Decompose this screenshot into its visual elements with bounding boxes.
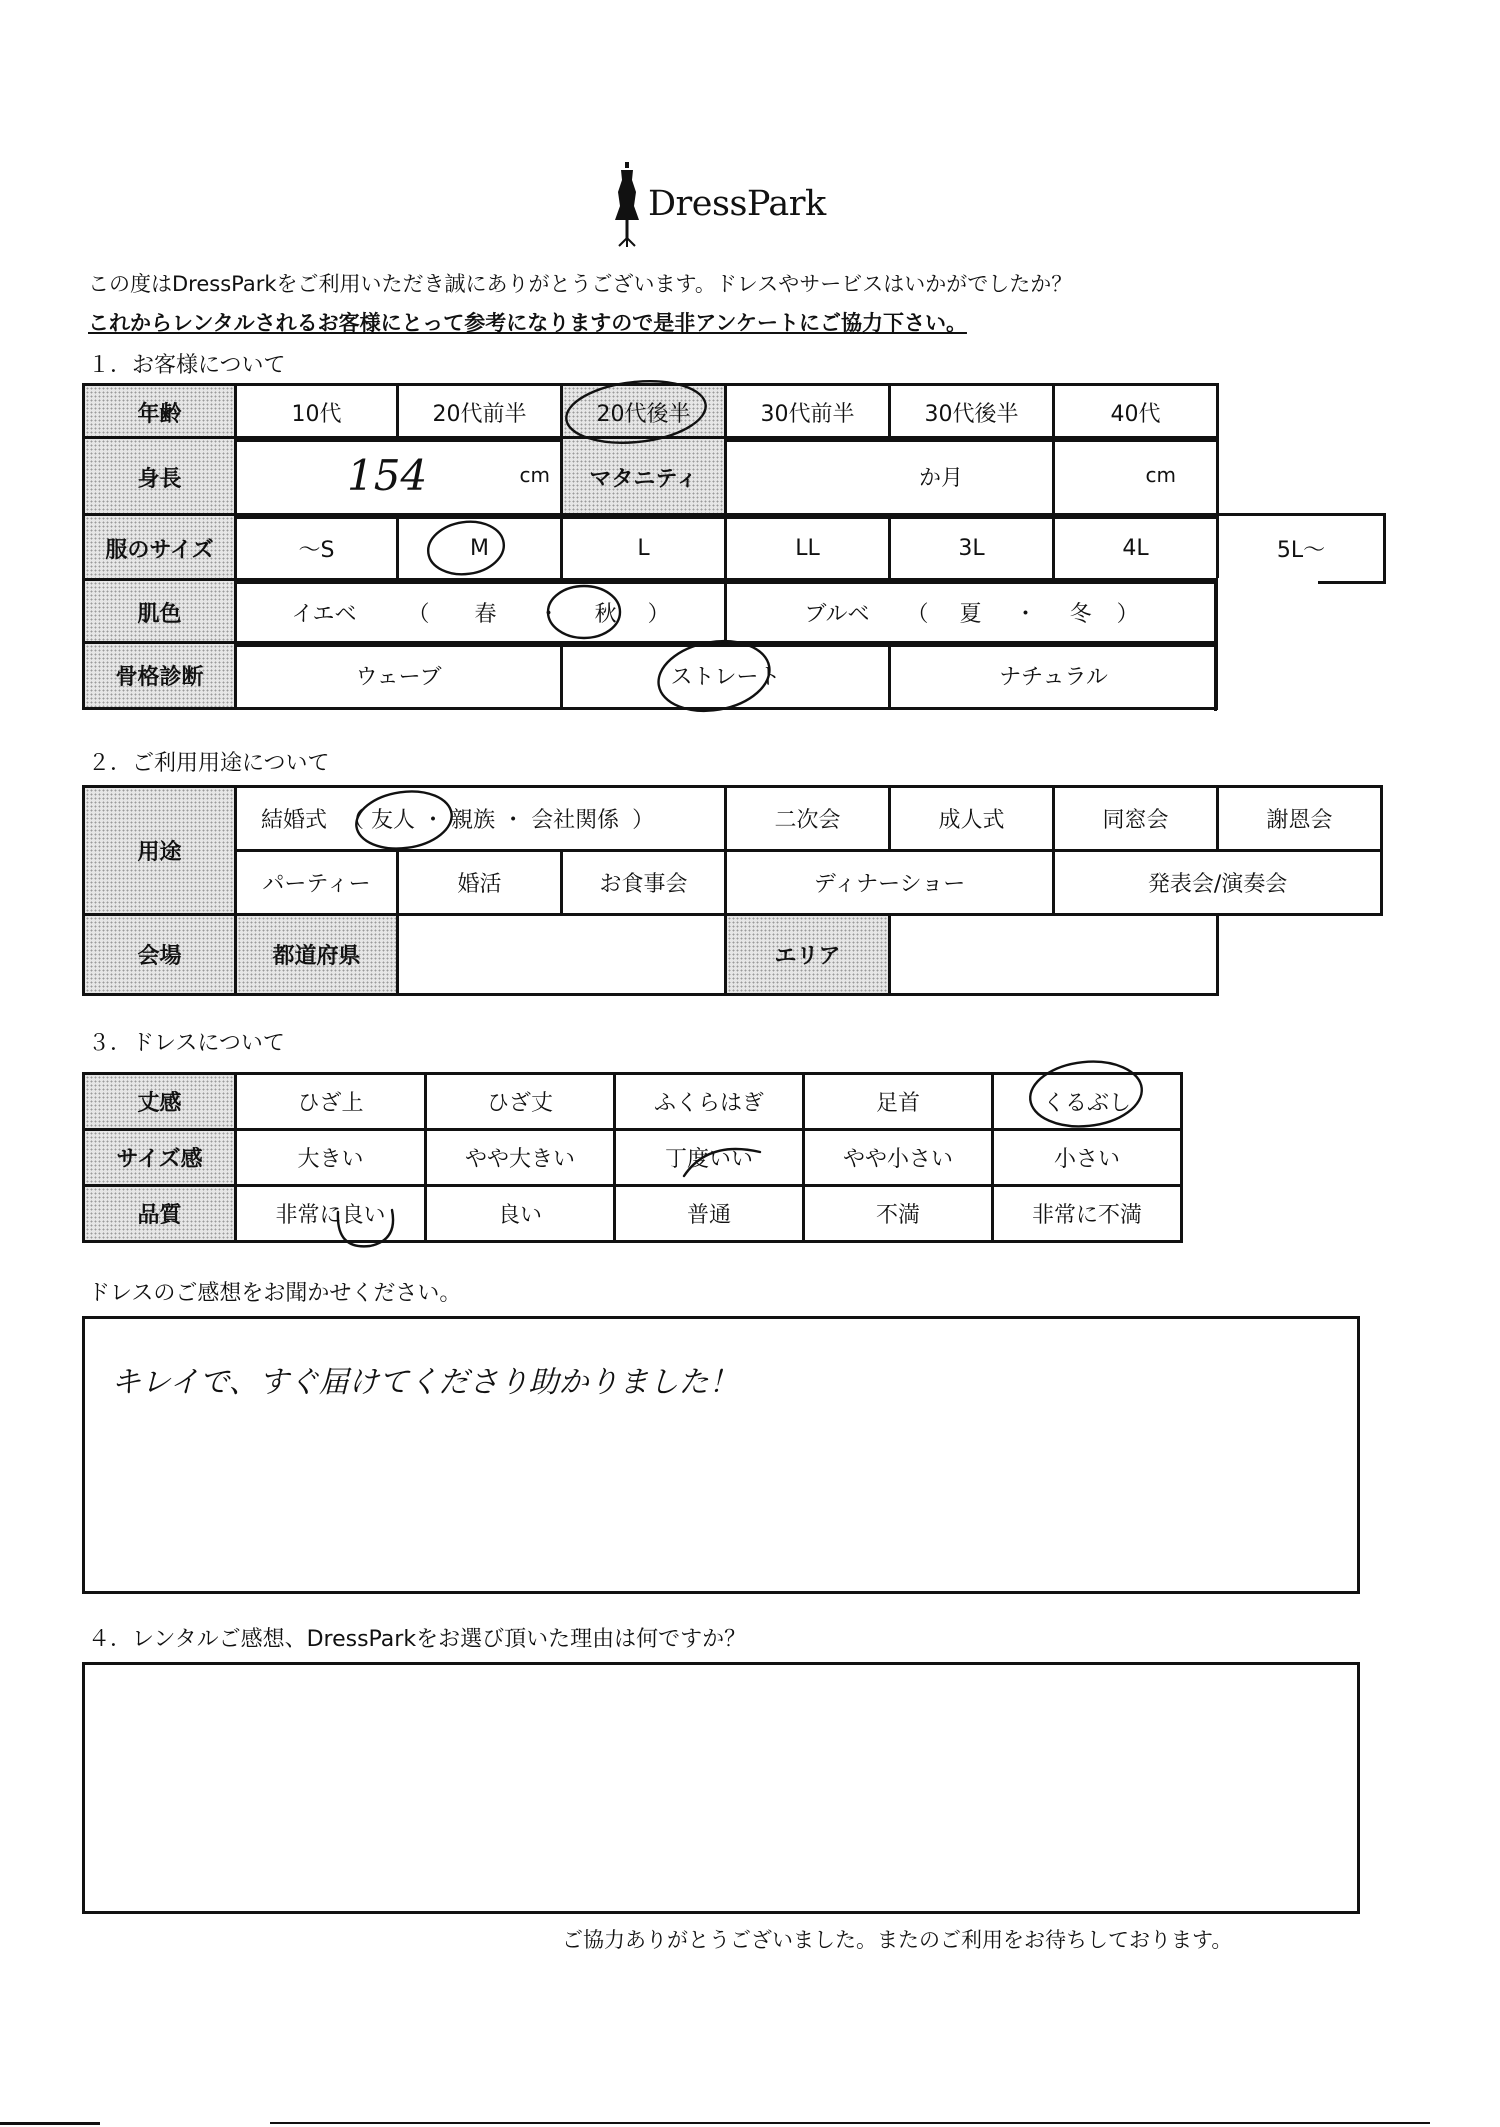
section3-title: ３．ドレスについて: [88, 1031, 285, 1056]
section1-title: １．お客様について: [88, 353, 286, 378]
months-unit: か月: [919, 466, 964, 491]
wedding-friend-selected[interactable]: 友人: [371, 808, 416, 833]
section2-title: ２．ご利用用途について: [88, 751, 330, 776]
quality-option[interactable]: 不満: [804, 1186, 993, 1242]
season-autumn-selected[interactable]: 秋: [594, 602, 617, 627]
blue-base-label: ブルベ: [804, 602, 870, 627]
size-option[interactable]: ～S: [236, 515, 398, 583]
body-type-option-selected[interactable]: ストレート: [562, 643, 890, 709]
quality-option-selected[interactable]: 非常に良い: [236, 1186, 426, 1242]
size-option[interactable]: 4L: [1054, 515, 1218, 583]
dress-comment-text: キレイで、すぐ届けてくださり助かりました！: [111, 1365, 739, 1400]
fit-option-selected[interactable]: 丁度いい: [615, 1130, 804, 1186]
size-option[interactable]: L: [562, 515, 726, 583]
body-type-option[interactable]: ウェーブ: [236, 643, 562, 709]
yellow-base-label: イエベ: [291, 602, 357, 627]
blue-base-option[interactable]: ブルベ （ 夏 ・ 冬 ）: [726, 580, 1218, 646]
area-label: エリア: [726, 915, 890, 995]
footer-thanks: ご協力ありがとうございました。またのご利用をお待ちしております。: [562, 1928, 1233, 1952]
quality-option[interactable]: 非常に不満: [993, 1186, 1182, 1242]
usage-option[interactable]: お食事会: [562, 851, 726, 915]
usage-option[interactable]: 婚活: [398, 851, 562, 915]
yellow-base-option[interactable]: イエベ （ 春 ・ 秋 ）: [236, 580, 726, 646]
circle-mark-body: [653, 633, 775, 719]
wedding-company[interactable]: 会社関係: [531, 808, 620, 833]
quality-label: 品質: [84, 1186, 236, 1242]
skin-label: 肌色: [84, 580, 236, 646]
quality-option[interactable]: 良い: [426, 1186, 615, 1242]
wedding-relative[interactable]: 親族: [451, 808, 496, 833]
age-option-selected[interactable]: 20代後半: [562, 385, 726, 441]
fit-option[interactable]: やや大きい: [426, 1130, 615, 1186]
size-option[interactable]: LL: [726, 515, 890, 583]
length-option[interactable]: 足首: [804, 1074, 993, 1130]
usage-option[interactable]: 発表会/演奏会: [1054, 851, 1382, 915]
venue-label: 会場: [84, 915, 236, 995]
circle-mark-length: [1027, 1056, 1145, 1131]
age-option[interactable]: 20代前半: [398, 385, 562, 441]
prefecture-label: 都道府県: [236, 915, 398, 995]
waist-unit: cm: [1145, 463, 1176, 487]
usage-label: 用途: [84, 787, 236, 915]
comment-prompt: ドレスのご感想をお聞かせください。: [88, 1281, 462, 1306]
circle-mark-skin: [548, 586, 620, 638]
height-label: 身長: [84, 438, 236, 518]
body-type-option[interactable]: ナチュラル: [890, 643, 1218, 709]
brand-name: DressPark: [648, 184, 826, 224]
usage-option[interactable]: 謝恩会: [1218, 787, 1382, 851]
length-label: 丈感: [84, 1074, 236, 1130]
circle-mark-size: [425, 517, 507, 579]
usage-option[interactable]: 成人式: [890, 787, 1054, 851]
height-value: 154: [347, 451, 428, 500]
age-label: 年齢: [84, 385, 236, 441]
size-option[interactable]: 3L: [890, 515, 1054, 583]
wedding-label: 結婚式: [261, 808, 328, 833]
section4-title: ４．レンタルご感想、DressParkをお選び頂いた理由は何ですか？: [88, 1627, 747, 1652]
length-option[interactable]: ひざ丈: [426, 1074, 615, 1130]
check-mark-fit: [684, 1149, 760, 1176]
wedding-option[interactable]: 結婚式 （ 友人 ・ 親族 ・ 会社関係 ）: [236, 787, 726, 851]
length-option[interactable]: ひざ上: [236, 1074, 426, 1130]
usage-option[interactable]: パーティー: [236, 851, 398, 915]
season-winter[interactable]: 冬: [1069, 602, 1092, 627]
quality-option[interactable]: 普通: [615, 1186, 804, 1242]
size-label: 服のサイズ: [84, 515, 236, 583]
usage-option[interactable]: ディナーショー: [726, 851, 1054, 915]
age-option[interactable]: 10代: [236, 385, 398, 441]
season-summer[interactable]: 夏: [959, 602, 982, 627]
age-option[interactable]: 40代: [1054, 385, 1218, 441]
height-unit: cm: [519, 463, 550, 487]
intro-text: この度はDressParkをご利用いただき誠にありがとうございます。ドレスやサービスはいかがでしたか？: [88, 272, 1073, 296]
circle-mark-quality: [338, 1210, 393, 1246]
usage-option[interactable]: 同窓会: [1054, 787, 1218, 851]
size-option-selected[interactable]: M: [398, 515, 562, 583]
season-spring[interactable]: 春: [474, 602, 497, 627]
fit-option[interactable]: やや小さい: [804, 1130, 993, 1186]
length-option-selected[interactable]: くるぶし: [993, 1074, 1182, 1130]
age-option[interactable]: 30代後半: [890, 385, 1054, 441]
age-option[interactable]: 30代前半: [726, 385, 890, 441]
circle-mark-usage: [353, 786, 456, 855]
usage-option[interactable]: 二次会: [726, 787, 890, 851]
body-type-label: 骨格診断: [84, 643, 236, 709]
length-option[interactable]: ふくらはぎ: [615, 1074, 804, 1130]
circle-mark-age: [563, 375, 709, 449]
maternity-label: マタニティ: [562, 438, 726, 518]
fit-option[interactable]: 大きい: [236, 1130, 426, 1186]
size-option[interactable]: 5L～: [1218, 515, 1385, 583]
intro-request: これからレンタルされるお客様にとって参考になりますので是非アンケートにご協力下さい。: [88, 311, 967, 335]
fit-label: サイズ感: [84, 1130, 236, 1186]
fit-option[interactable]: 小さい: [993, 1130, 1182, 1186]
